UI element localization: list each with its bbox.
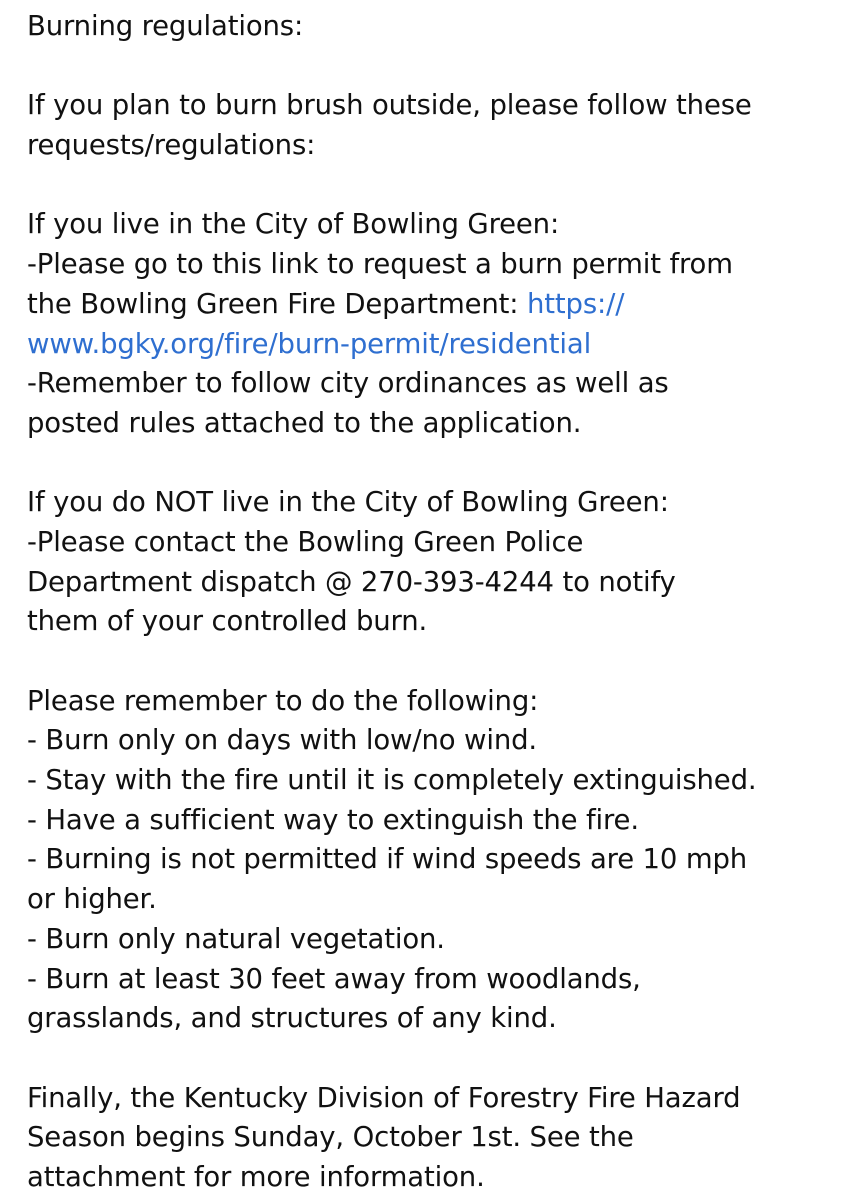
- note-heading: Burning regulations:: [27, 10, 304, 42]
- rules-heading: Please remember to do the following:: [27, 684, 539, 717]
- rule-item: - Have a sufficient way to extinguish the fire.: [27, 803, 639, 836]
- spacer: [27, 642, 852, 682]
- burn-permit-link[interactable]: https://: [526, 287, 625, 320]
- city-line-text: the Bowling Green Fire Department:: [27, 287, 527, 320]
- burn-permit-link[interactable]: www.bgky.org/fire/burn-permit/residential: [27, 327, 592, 360]
- finally-line: Finally, the Kentucky Division of Forestry Fire Hazard: [27, 1081, 741, 1114]
- intro-line: If you plan to burn brush outside, please follow these: [27, 89, 752, 122]
- intro-line: requests/regulations:: [27, 129, 316, 162]
- county-line: -Please contact the Bowling Green Police: [27, 525, 584, 558]
- rule-item: - Stay with the fire until it is completely extinguished.: [27, 764, 757, 797]
- spacer: [27, 166, 852, 206]
- finally-line: attachment for more information.: [27, 1160, 485, 1193]
- spacer: [27, 47, 852, 87]
- rule-item: - Burn only natural vegetation.: [27, 922, 445, 955]
- spacer: [27, 444, 852, 484]
- city-line: [27, 285, 852, 325]
- rule-item: - Burn at least 30 feet away from woodlands,: [27, 962, 641, 995]
- city-line: posted rules attached to the application.: [27, 406, 582, 439]
- note-body: [27, 7, 852, 1198]
- spacer: [27, 1039, 852, 1079]
- county-heading: If you do NOT live in the City of Bowling Green:: [27, 486, 669, 519]
- city-line: -Please go to this link to request a burn permit from: [27, 248, 733, 281]
- rule-item: - Burning is not permitted if wind speeds are 10 mph: [27, 843, 748, 876]
- rule-item: or higher.: [27, 883, 157, 916]
- finally-line: Season begins Sunday, October 1st. See the: [27, 1121, 634, 1154]
- city-heading: If you live in the City of Bowling Green:: [27, 208, 560, 241]
- rule-item: - Burn only on days with low/no wind.: [27, 724, 538, 757]
- county-line: Department dispatch @ 270-393-4244 to notify: [27, 565, 676, 598]
- city-line: -Remember to follow city ordinances as well as: [27, 367, 669, 400]
- rule-item: grasslands, and structures of any kind.: [27, 1002, 557, 1035]
- county-line: them of your controlled burn.: [27, 605, 428, 638]
